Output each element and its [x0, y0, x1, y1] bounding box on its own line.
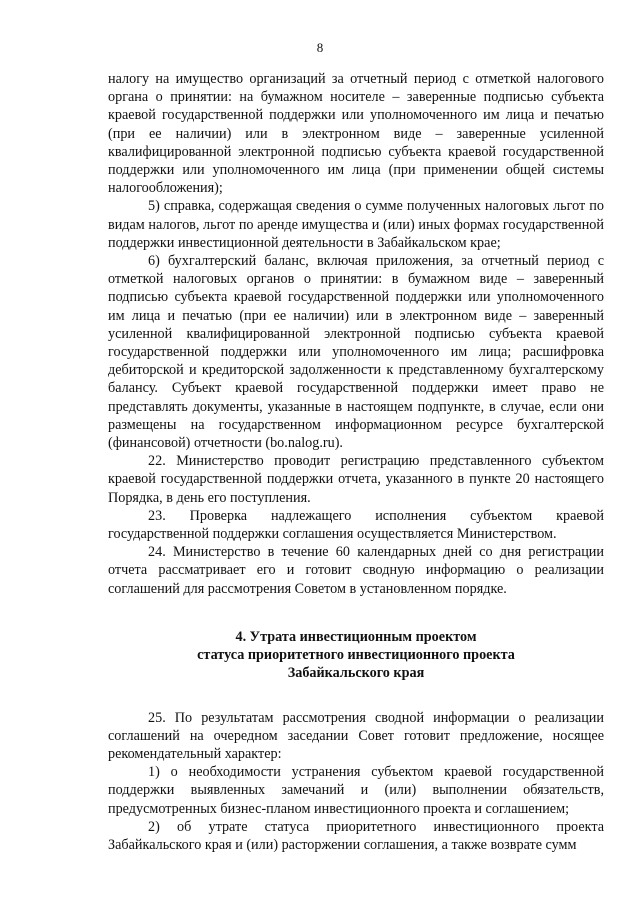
paragraph-23: 23. Проверка надлежащего исполнения субъектом краевой государственной поддержки соглашения осуществляется Министерством.	[108, 507, 604, 543]
paragraph-24: 24. Министерство в течение 60 календарных дней со дня регистрации отчета рассматривает его и готовит сводную информацию о реализации соглашений для рассмотрения Советом в установленном порядке.	[108, 544, 604, 597]
paragraph-25: 25. По результатам рассмотрения сводной информации о реализации соглашений на очередном заседании Совет готовит предложение, носящее рекомендательный характер:	[108, 709, 604, 762]
paragraph-item-5: 5) справка, содержащая сведения о сумме полученных налоговых льгот по видам налогов, льгот по аренде имущества и (или) иных формах государственной поддержки инвестиционной деятельности в Забайкальском крае;	[108, 198, 604, 251]
section-heading-line-3: Забайкальского края	[287, 665, 425, 682]
paragraph-continued: налогу на имущество организаций за отчетный период с отметкой налогового органа о принятии: на бумажном носителе – заверенные подписью субъекта краевой государственной поддержки или уполномоченного им лица и печатью (при ее наличии) или в электронном виде – заверенные усиленной квалифицированной электронной подписью субъекта краевой государственной поддержки или уполномоченного им лица (при применении общей системы налогообложения);	[108, 71, 604, 197]
section-heading-line-1: 4. Утрата инвестиционным проектом	[235, 628, 477, 645]
paragraph-item-6: 6) бухгалтерский баланс, включая приложения, за отчетный период с отметкой налоговых органов о принятии: в бумажном виде – заверенный подписью субъекта краевой государственной поддержки или уполномоченного им лица и печатью (при ее наличии) или в электронном виде – заверенный усиленной квалифицированной электронной подписью субъекта краевой государственной поддержки или уполномоченного им лица; расшифровка дебиторской и кредиторской задолженности к представленному бухгалтерскому балансу. Субъект краевой государственной поддержки имеет право не представлять документы, указанные в настоящем подпункте, в случае, если они размещены на государственном информационном ресурсе бухгалтерской (финансовой) отчетности (bo.nalog.ru).	[108, 253, 604, 452]
page-number: 8	[316, 40, 324, 55]
paragraph-22: 22. Министерство проводит регистрацию представленного субъектом краевой государственной поддержки отчета, указанного в пункте 20 настоящего Порядка, в день его поступления.	[108, 453, 604, 506]
paragraph-25-item-1: 1) о необходимости устранения субъектом краевой государственной поддержки выявленных замечаний и (или) выполнении обязательств, предусмотренных бизнес-планом инвестиционного проекта и соглашением;	[108, 764, 604, 817]
section-heading	[108, 628, 604, 683]
paragraph-25-item-2: 2) об утрате статуса приоритетного инвестиционного проекта Забайкальского края и (или) расторжении соглашения, а также возврате сумм	[108, 818, 604, 853]
document-body	[108, 70, 604, 854]
section-heading-line-2: статуса приоритетного инвестиционного проекта	[197, 647, 515, 664]
